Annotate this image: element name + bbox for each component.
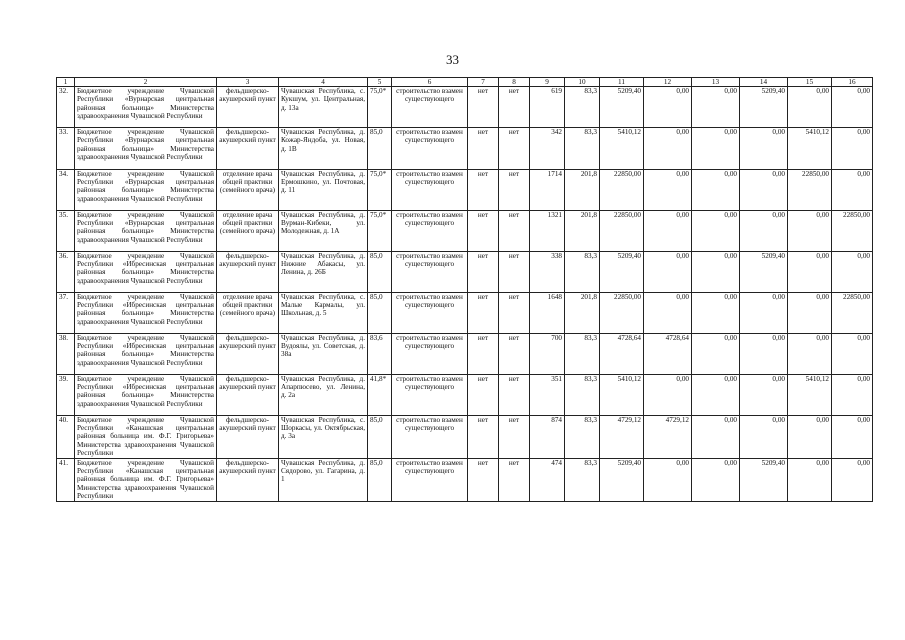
value-cell: 83,3 xyxy=(565,415,600,458)
row-number: 41. xyxy=(57,458,75,501)
row-number: 35. xyxy=(57,210,75,251)
year-amount-cell: 0,00 xyxy=(740,415,788,458)
facilities-table xyxy=(56,77,873,502)
work-type-cell: строительство взамен существующего xyxy=(392,333,468,374)
row-number: 34. xyxy=(57,169,75,210)
organization-cell: Бюджетное учреждение Чувашской Республики «Ибресинская центральная районная больница» Министерства здравоохранения Чувашской Республики xyxy=(75,374,217,415)
population-cell: 1714 xyxy=(530,169,565,210)
flag-cell: нет xyxy=(499,415,530,458)
year-amount-cell: 0,00 xyxy=(788,458,832,501)
work-type-cell: строительство взамен существующего xyxy=(392,251,468,292)
facility-type-cell: отделение врача общей практики (семейного врача) xyxy=(217,292,279,333)
year-amount-cell: 5410,12 xyxy=(788,374,832,415)
total-cost-cell: 5209,40 xyxy=(600,251,644,292)
organization-cell: Бюджетное учреждение Чувашской Республики «Ибресинская центральная районная больница» Министерства здравоохранения Чувашской Республики xyxy=(75,251,217,292)
year-amount-cell: 0,00 xyxy=(692,415,740,458)
flag-cell: нет xyxy=(499,87,530,128)
value-cell: 83,3 xyxy=(565,333,600,374)
year-amount-cell: 0,00 xyxy=(788,292,832,333)
year-amount-cell: 0,00 xyxy=(644,458,692,501)
year-amount-cell: 4729,12 xyxy=(644,415,692,458)
work-type-cell: строительство взамен существующего xyxy=(392,458,468,501)
column-number: 6 xyxy=(392,78,468,87)
column-number-row xyxy=(57,78,873,87)
address-cell: Чувашская Республика, д. Сядорово, ул. Гагарина, д. 1 xyxy=(279,458,368,501)
value-cell: 83,3 xyxy=(565,251,600,292)
value-cell: 83,3 xyxy=(565,87,600,128)
value-cell: 83,3 xyxy=(565,458,600,501)
address-cell: Чувашская Республика, д. Апарпюсево, ул. Ленина, д. 2а xyxy=(279,374,368,415)
work-type-cell: строительство взамен существующего xyxy=(392,415,468,458)
year-amount-cell: 0,00 xyxy=(644,292,692,333)
flag-cell: нет xyxy=(468,292,499,333)
row-number: 33. xyxy=(57,128,75,170)
table-row xyxy=(57,415,873,458)
column-number: 3 xyxy=(217,78,279,87)
table-row xyxy=(57,251,873,292)
total-cost-cell: 5410,12 xyxy=(600,374,644,415)
row-number: 37. xyxy=(57,292,75,333)
population-cell: 619 xyxy=(530,87,565,128)
year-amount-cell: 0,00 xyxy=(692,374,740,415)
table-row xyxy=(57,458,873,501)
flag-cell: нет xyxy=(468,128,499,170)
row-number: 40. xyxy=(57,415,75,458)
address-cell: Чувашская Республика, д. Нижние Абакасы, ул. Ленина, д. 26Б xyxy=(279,251,368,292)
facility-type-cell: фельдшерско-акушерский пункт xyxy=(217,251,279,292)
year-amount-cell: 0,00 xyxy=(832,415,873,458)
population-cell: 874 xyxy=(530,415,565,458)
facility-type-cell: фельдшерско-акушерский пункт xyxy=(217,87,279,128)
year-amount-cell: 0,00 xyxy=(832,458,873,501)
work-type-cell: строительство взамен существующего xyxy=(392,87,468,128)
organization-cell: Бюджетное учреждение Чувашской Республики «Канашская центральная районная больница им. Ф.Г. Григорьева» Министерства здравоохранения Чувашской Республики xyxy=(75,458,217,501)
total-cost-cell: 4729,12 xyxy=(600,415,644,458)
organization-cell: Бюджетное учреждение Чувашской Республики «Ибресинская центральная районная больница» Министерства здравоохранения Чувашской Республики xyxy=(75,333,217,374)
year-amount-cell: 0,00 xyxy=(644,169,692,210)
column-number: 7 xyxy=(468,78,499,87)
column-number: 2 xyxy=(75,78,217,87)
table-row xyxy=(57,333,873,374)
work-type-cell: строительство взамен существующего xyxy=(392,374,468,415)
year-amount-cell: 0,00 xyxy=(832,333,873,374)
page-number: 33 xyxy=(446,52,459,67)
flag-cell: нет xyxy=(468,210,499,251)
row-number: 32. xyxy=(57,87,75,128)
flag-cell: нет xyxy=(499,292,530,333)
year-amount-cell: 0,00 xyxy=(740,333,788,374)
flag-cell: нет xyxy=(499,333,530,374)
flag-cell: нет xyxy=(468,333,499,374)
year-amount-cell: 0,00 xyxy=(788,210,832,251)
population-cell: 351 xyxy=(530,374,565,415)
year-amount-cell: 0,00 xyxy=(740,292,788,333)
area-cell: 85,0 xyxy=(368,292,392,333)
address-cell: Чувашская Республика, д. Вудоялы, ул. Советская, д. 38а xyxy=(279,333,368,374)
organization-cell: Бюджетное учреждение Чувашской Республики «Вурнарская центральная районная больница» Министерства здравоохранения Чувашской Республики xyxy=(75,210,217,251)
address-cell: Чувашская Республика, с. Кукшум, ул. Центральная, д. 13а xyxy=(279,87,368,128)
year-amount-cell: 0,00 xyxy=(832,374,873,415)
row-number: 38. xyxy=(57,333,75,374)
year-amount-cell: 22850,00 xyxy=(832,210,873,251)
year-amount-cell: 22850,00 xyxy=(788,169,832,210)
year-amount-cell: 5410,12 xyxy=(788,128,832,170)
flag-cell: нет xyxy=(499,169,530,210)
total-cost-cell: 5410,12 xyxy=(600,128,644,170)
work-type-cell: строительство взамен существующего xyxy=(392,128,468,170)
year-amount-cell: 0,00 xyxy=(740,374,788,415)
address-cell: Чувашская Республика, с. Шоркасы, ул. Октябрьская, д. 3а xyxy=(279,415,368,458)
address-cell: Чувашская Республика, д. Кожар-Яндоба, ул. Новая, д. 1В xyxy=(279,128,368,170)
value-cell: 83,3 xyxy=(565,128,600,170)
column-number: 15 xyxy=(788,78,832,87)
facility-type-cell: отделение врача общей практики (семейного врача) xyxy=(217,169,279,210)
total-cost-cell: 22850,00 xyxy=(600,292,644,333)
work-type-cell: строительство взамен существующего xyxy=(392,169,468,210)
population-cell: 1648 xyxy=(530,292,565,333)
year-amount-cell: 0,00 xyxy=(740,210,788,251)
year-amount-cell: 0,00 xyxy=(692,210,740,251)
year-amount-cell: 0,00 xyxy=(788,415,832,458)
area-cell: 85,0 xyxy=(368,415,392,458)
total-cost-cell: 5209,40 xyxy=(600,458,644,501)
flag-cell: нет xyxy=(468,415,499,458)
area-cell: 83,6 xyxy=(368,333,392,374)
flag-cell: нет xyxy=(499,458,530,501)
year-amount-cell: 0,00 xyxy=(692,292,740,333)
table-row xyxy=(57,210,873,251)
year-amount-cell: 0,00 xyxy=(644,128,692,170)
flag-cell: нет xyxy=(468,251,499,292)
year-amount-cell: 0,00 xyxy=(692,169,740,210)
population-cell: 700 xyxy=(530,333,565,374)
year-amount-cell: 5209,40 xyxy=(740,251,788,292)
flag-cell: нет xyxy=(499,210,530,251)
total-cost-cell: 22850,00 xyxy=(600,210,644,251)
year-amount-cell: 0,00 xyxy=(788,251,832,292)
year-amount-cell: 0,00 xyxy=(832,251,873,292)
column-number: 4 xyxy=(279,78,368,87)
facility-type-cell: фельдшерско-акушерский пункт xyxy=(217,333,279,374)
column-number: 9 xyxy=(530,78,565,87)
year-amount-cell: 0,00 xyxy=(644,87,692,128)
value-cell: 83,3 xyxy=(565,374,600,415)
year-amount-cell: 4728,64 xyxy=(644,333,692,374)
area-cell: 75,0* xyxy=(368,169,392,210)
area-cell: 85,0 xyxy=(368,458,392,501)
flag-cell: нет xyxy=(468,87,499,128)
flag-cell: нет xyxy=(468,458,499,501)
column-number: 12 xyxy=(644,78,692,87)
year-amount-cell: 22850,00 xyxy=(832,292,873,333)
year-amount-cell: 0,00 xyxy=(644,251,692,292)
flag-cell: нет xyxy=(468,169,499,210)
year-amount-cell: 0,00 xyxy=(740,169,788,210)
year-amount-cell: 0,00 xyxy=(692,458,740,501)
column-number: 13 xyxy=(692,78,740,87)
year-amount-cell: 0,00 xyxy=(644,374,692,415)
value-cell: 201,8 xyxy=(565,169,600,210)
table-row xyxy=(57,292,873,333)
row-number: 36. xyxy=(57,251,75,292)
year-amount-cell: 0,00 xyxy=(692,87,740,128)
facility-type-cell: фельдшерско-акушерский пункт xyxy=(217,458,279,501)
address-cell: Чувашская Республика, д. Вурман-Кибеки, ул. Молодежная, д. 1А xyxy=(279,210,368,251)
flag-cell: нет xyxy=(499,374,530,415)
address-cell: Чувашская Республика, д. Ермошкино, ул. Почтовая, д. 11 xyxy=(279,169,368,210)
year-amount-cell: 0,00 xyxy=(740,128,788,170)
column-number: 8 xyxy=(499,78,530,87)
organization-cell: Бюджетное учреждение Чувашской Республики «Канашская центральная районная больница им. Ф.Г. Григорьева» Министерства здравоохранения Чувашской Республики xyxy=(75,415,217,458)
flag-cell: нет xyxy=(499,128,530,170)
year-amount-cell: 0,00 xyxy=(692,333,740,374)
year-amount-cell: 0,00 xyxy=(788,333,832,374)
facility-type-cell: фельдшерско-акушерский пункт xyxy=(217,128,279,170)
column-number: 10 xyxy=(565,78,600,87)
area-cell: 75,0* xyxy=(368,87,392,128)
year-amount-cell: 5209,40 xyxy=(740,458,788,501)
column-number: 5 xyxy=(368,78,392,87)
address-cell: Чувашская Республика, с. Малые Кармалы, ул. Школьная, д. 5 xyxy=(279,292,368,333)
population-cell: 338 xyxy=(530,251,565,292)
facility-type-cell: фельдшерско-акушерский пункт xyxy=(217,415,279,458)
value-cell: 201,8 xyxy=(565,292,600,333)
year-amount-cell: 0,00 xyxy=(692,128,740,170)
row-number: 39. xyxy=(57,374,75,415)
column-number: 16 xyxy=(832,78,873,87)
flag-cell: нет xyxy=(499,251,530,292)
total-cost-cell: 5209,40 xyxy=(600,87,644,128)
column-number: 14 xyxy=(740,78,788,87)
area-cell: 75,0* xyxy=(368,210,392,251)
organization-cell: Бюджетное учреждение Чувашской Республики «Вурнарская центральная районная больница» Министерства здравоохранения Чувашской Республики xyxy=(75,87,217,128)
population-cell: 474 xyxy=(530,458,565,501)
area-cell: 41,8* xyxy=(368,374,392,415)
year-amount-cell: 5209,40 xyxy=(740,87,788,128)
population-cell: 342 xyxy=(530,128,565,170)
work-type-cell: строительство взамен существующего xyxy=(392,210,468,251)
work-type-cell: строительство взамен существующего xyxy=(392,292,468,333)
organization-cell: Бюджетное учреждение Чувашской Республики «Вурнарская центральная районная больница» Министерства здравоохранения Чувашской Республики xyxy=(75,128,217,170)
area-cell: 85,0 xyxy=(368,251,392,292)
year-amount-cell: 0,00 xyxy=(692,251,740,292)
total-cost-cell: 4728,64 xyxy=(600,333,644,374)
flag-cell: нет xyxy=(468,374,499,415)
table-row xyxy=(57,128,873,170)
value-cell: 201,8 xyxy=(565,210,600,251)
area-cell: 85,0 xyxy=(368,128,392,170)
column-number: 1 xyxy=(57,78,75,87)
organization-cell: Бюджетное учреждение Чувашской Республики «Вурнарская центральная районная больница» Министерства здравоохранения Чувашской Республики xyxy=(75,169,217,210)
year-amount-cell: 0,00 xyxy=(832,169,873,210)
year-amount-cell: 0,00 xyxy=(788,87,832,128)
year-amount-cell: 0,00 xyxy=(832,87,873,128)
total-cost-cell: 22850,00 xyxy=(600,169,644,210)
table-row xyxy=(57,87,873,128)
population-cell: 1321 xyxy=(530,210,565,251)
table-row xyxy=(57,374,873,415)
organization-cell: Бюджетное учреждение Чувашской Республики «Ибресинская центральная районная больница» Министерства здравоохранения Чувашской Республики xyxy=(75,292,217,333)
facility-type-cell: отделение врача общей практики (семейного врача) xyxy=(217,210,279,251)
table-row xyxy=(57,169,873,210)
year-amount-cell: 0,00 xyxy=(644,210,692,251)
column-number: 11 xyxy=(600,78,644,87)
year-amount-cell: 0,00 xyxy=(832,128,873,170)
facility-type-cell: фельдшерско-акушерский пункт xyxy=(217,374,279,415)
